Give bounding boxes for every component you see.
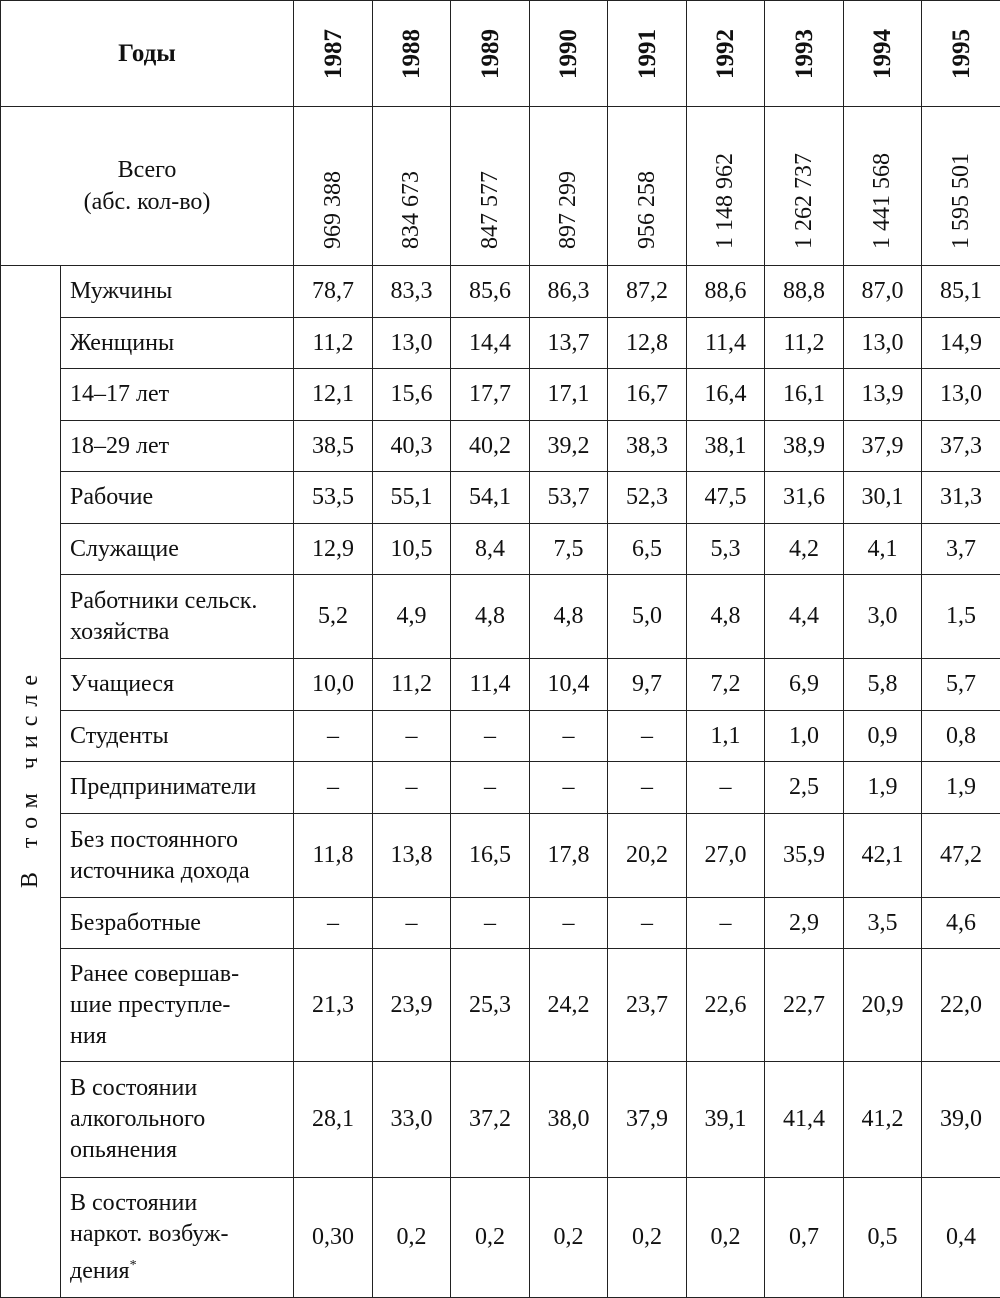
data-cell: 13,0 bbox=[922, 369, 1000, 421]
data-cell: – bbox=[530, 898, 608, 949]
data-cell: 5,0 bbox=[608, 575, 687, 659]
data-cell: – bbox=[294, 711, 373, 762]
data-cell: 42,1 bbox=[844, 814, 922, 898]
data-cell: 0,9 bbox=[844, 711, 922, 762]
data-cell: 0,2 bbox=[451, 1178, 530, 1298]
data-cell: 6,5 bbox=[608, 524, 687, 575]
year-header-cell bbox=[922, 1, 1000, 107]
data-cell: – bbox=[294, 762, 373, 814]
data-cell: 10,0 bbox=[294, 659, 373, 711]
row-label-line bbox=[70, 534, 293, 565]
data-cell: 14,9 bbox=[922, 318, 1000, 369]
row-label-text: Учащиеся bbox=[70, 671, 174, 697]
data-cell: 39,2 bbox=[530, 421, 608, 472]
data-cell: 85,6 bbox=[451, 266, 530, 318]
total-value: 969 388 bbox=[318, 171, 349, 249]
total-value: 1 595 501 bbox=[946, 153, 977, 249]
row-label-text: Мужчины bbox=[70, 278, 172, 304]
data-cell: 2,5 bbox=[765, 762, 844, 814]
data-cell: 4,8 bbox=[687, 575, 765, 659]
data-cell: 40,2 bbox=[451, 421, 530, 472]
row-label-text: В состоянии bbox=[70, 1075, 197, 1101]
table-row bbox=[1, 575, 1000, 659]
years-header-label: Годы bbox=[1, 1, 294, 107]
table-row bbox=[1, 1178, 1000, 1298]
row-label bbox=[61, 898, 294, 949]
data-cell: – bbox=[530, 762, 608, 814]
row-label-text: 18–29 лет bbox=[70, 433, 169, 459]
row-label-text: опьянения bbox=[70, 1137, 177, 1163]
data-cell: 31,3 bbox=[922, 472, 1000, 524]
data-cell: 11,8 bbox=[294, 814, 373, 898]
year-label: 1992 bbox=[710, 29, 741, 79]
data-cell: – bbox=[373, 762, 451, 814]
data-cell: 1,5 bbox=[922, 575, 1000, 659]
data-cell: 5,2 bbox=[294, 575, 373, 659]
row-label-line bbox=[70, 431, 293, 462]
year-label: 1995 bbox=[946, 29, 977, 79]
data-cell: 4,2 bbox=[765, 524, 844, 575]
row-label bbox=[61, 472, 294, 524]
data-cell: 39,0 bbox=[922, 1062, 1000, 1178]
row-label-text: ния bbox=[70, 1023, 107, 1049]
row-label-text: Рабочие bbox=[70, 484, 153, 510]
data-cell: 0,4 bbox=[922, 1178, 1000, 1298]
data-cell: 47,2 bbox=[922, 814, 1000, 898]
data-cell: 38,5 bbox=[294, 421, 373, 472]
data-cell: – bbox=[451, 711, 530, 762]
data-cell: 1,9 bbox=[922, 762, 1000, 814]
data-cell: 52,3 bbox=[608, 472, 687, 524]
data-cell: 13,0 bbox=[373, 318, 451, 369]
table-row bbox=[1, 266, 1000, 318]
data-cell: 17,8 bbox=[530, 814, 608, 898]
data-cell: 24,2 bbox=[530, 949, 608, 1062]
data-cell: – bbox=[608, 762, 687, 814]
table-row bbox=[1, 711, 1000, 762]
total-label-line2: (абс. кол-во) bbox=[1, 186, 293, 218]
data-cell: 3,5 bbox=[844, 898, 922, 949]
row-label-line bbox=[70, 586, 293, 617]
year-header-cell bbox=[373, 1, 451, 107]
data-cell: 78,7 bbox=[294, 266, 373, 318]
row-label-line bbox=[70, 825, 293, 856]
row-label bbox=[61, 1062, 294, 1178]
data-cell: 31,6 bbox=[765, 472, 844, 524]
data-cell: 0,2 bbox=[687, 1178, 765, 1298]
data-cell: 8,4 bbox=[451, 524, 530, 575]
data-cell: 4,6 bbox=[922, 898, 1000, 949]
data-cell: – bbox=[373, 898, 451, 949]
data-cell: 5,3 bbox=[687, 524, 765, 575]
data-cell: 25,3 bbox=[451, 949, 530, 1062]
data-cell: 1,1 bbox=[687, 711, 765, 762]
data-cell: 41,2 bbox=[844, 1062, 922, 1178]
data-cell: 1,0 bbox=[765, 711, 844, 762]
total-value: 847 577 bbox=[475, 171, 506, 249]
row-label-text: Студенты bbox=[70, 723, 169, 749]
data-cell: 11,2 bbox=[294, 318, 373, 369]
row-label-text: 14–17 лет bbox=[70, 381, 169, 407]
data-cell: 6,9 bbox=[765, 659, 844, 711]
data-cell: 88,8 bbox=[765, 266, 844, 318]
row-label-text: Служащие bbox=[70, 536, 179, 562]
total-value-cell bbox=[608, 107, 687, 266]
data-cell: 86,3 bbox=[530, 266, 608, 318]
row-label-line bbox=[70, 908, 293, 939]
group-label-cell bbox=[1, 266, 61, 1298]
data-cell: 28,1 bbox=[294, 1062, 373, 1178]
data-cell: 0,2 bbox=[373, 1178, 451, 1298]
total-value-cell bbox=[687, 107, 765, 266]
table-row bbox=[1, 814, 1000, 898]
data-cell: 27,0 bbox=[687, 814, 765, 898]
row-label bbox=[61, 814, 294, 898]
data-cell: 13,9 bbox=[844, 369, 922, 421]
data-cell: 17,7 bbox=[451, 369, 530, 421]
row-label-line bbox=[70, 772, 293, 803]
year-header-cell bbox=[844, 1, 922, 107]
row-label bbox=[61, 318, 294, 369]
data-cell: 0,30 bbox=[294, 1178, 373, 1298]
total-value-cell bbox=[844, 107, 922, 266]
total-value: 956 258 bbox=[632, 171, 663, 249]
data-cell: 12,8 bbox=[608, 318, 687, 369]
data-cell: 16,7 bbox=[608, 369, 687, 421]
row-label-line bbox=[70, 1073, 293, 1104]
data-cell: 38,0 bbox=[530, 1062, 608, 1178]
row-label-text: алкогольного bbox=[70, 1106, 205, 1132]
data-cell: 83,3 bbox=[373, 266, 451, 318]
data-cell: 38,9 bbox=[765, 421, 844, 472]
row-label-text: шие преступле- bbox=[70, 992, 230, 1018]
data-cell: 16,5 bbox=[451, 814, 530, 898]
table-row bbox=[1, 472, 1000, 524]
year-label: 1987 bbox=[318, 29, 349, 79]
header-row bbox=[1, 1, 1000, 107]
row-label-line bbox=[70, 1021, 293, 1052]
year-label: 1989 bbox=[475, 29, 506, 79]
total-value: 1 262 737 bbox=[789, 153, 820, 249]
total-value-cell bbox=[294, 107, 373, 266]
year-header-cell bbox=[294, 1, 373, 107]
table-row bbox=[1, 898, 1000, 949]
data-cell: 4,8 bbox=[530, 575, 608, 659]
row-label-line bbox=[70, 959, 293, 990]
row-label-line bbox=[70, 1104, 293, 1135]
data-cell: 40,3 bbox=[373, 421, 451, 472]
row-label-text: Работники сельск. bbox=[70, 588, 257, 614]
year-label: 1990 bbox=[553, 29, 584, 79]
data-cell: 7,2 bbox=[687, 659, 765, 711]
data-cell: 55,1 bbox=[373, 472, 451, 524]
year-label: 1994 bbox=[867, 29, 898, 79]
total-value-cell bbox=[922, 107, 1000, 266]
year-label: 1993 bbox=[789, 29, 820, 79]
data-cell: 47,5 bbox=[687, 472, 765, 524]
row-label-line bbox=[70, 669, 293, 700]
data-cell: 54,1 bbox=[451, 472, 530, 524]
year-header-cell bbox=[765, 1, 844, 107]
data-cell: 15,6 bbox=[373, 369, 451, 421]
data-cell: – bbox=[373, 711, 451, 762]
data-cell: 53,7 bbox=[530, 472, 608, 524]
total-value-cell bbox=[530, 107, 608, 266]
data-cell: 23,9 bbox=[373, 949, 451, 1062]
data-cell: 37,2 bbox=[451, 1062, 530, 1178]
row-label-line bbox=[70, 276, 293, 307]
table-row bbox=[1, 421, 1000, 472]
total-value: 897 299 bbox=[553, 171, 584, 249]
year-header-cell bbox=[451, 1, 530, 107]
data-cell: – bbox=[451, 898, 530, 949]
data-cell: 30,1 bbox=[844, 472, 922, 524]
table-row bbox=[1, 369, 1000, 421]
data-cell: 38,1 bbox=[687, 421, 765, 472]
row-label bbox=[61, 524, 294, 575]
row-label-line bbox=[70, 617, 293, 648]
data-cell: 9,7 bbox=[608, 659, 687, 711]
data-cell: 0,2 bbox=[608, 1178, 687, 1298]
data-cell: 39,1 bbox=[687, 1062, 765, 1178]
data-cell: – bbox=[687, 898, 765, 949]
data-cell: – bbox=[608, 898, 687, 949]
data-cell: 16,1 bbox=[765, 369, 844, 421]
year-header-cell bbox=[687, 1, 765, 107]
data-cell: 11,4 bbox=[451, 659, 530, 711]
data-cell: 0,8 bbox=[922, 711, 1000, 762]
data-cell: – bbox=[451, 762, 530, 814]
data-cell: 11,4 bbox=[687, 318, 765, 369]
data-cell: 41,4 bbox=[765, 1062, 844, 1178]
row-label-line bbox=[70, 1188, 293, 1219]
row-label-text: наркот. возбуж- bbox=[70, 1221, 229, 1247]
row-label-line bbox=[70, 990, 293, 1021]
data-cell: 21,3 bbox=[294, 949, 373, 1062]
row-label bbox=[61, 762, 294, 814]
row-label bbox=[61, 1178, 294, 1298]
year-label: 1988 bbox=[396, 29, 427, 79]
data-cell: 4,9 bbox=[373, 575, 451, 659]
row-label-line bbox=[70, 1219, 293, 1250]
data-cell: 33,0 bbox=[373, 1062, 451, 1178]
data-cell: 87,2 bbox=[608, 266, 687, 318]
data-cell: 10,4 bbox=[530, 659, 608, 711]
data-cell: 38,3 bbox=[608, 421, 687, 472]
data-cell: 13,7 bbox=[530, 318, 608, 369]
total-value: 834 673 bbox=[396, 171, 427, 249]
row-label-text: Ранее совершав- bbox=[70, 961, 239, 987]
data-cell: 1,9 bbox=[844, 762, 922, 814]
data-cell: 14,4 bbox=[451, 318, 530, 369]
data-cell: 0,2 bbox=[530, 1178, 608, 1298]
row-label-line bbox=[70, 482, 293, 513]
data-cell: 7,5 bbox=[530, 524, 608, 575]
data-cell: 5,8 bbox=[844, 659, 922, 711]
data-cell: 4,4 bbox=[765, 575, 844, 659]
total-value: 1 441 568 bbox=[867, 153, 898, 249]
table-row bbox=[1, 949, 1000, 1062]
year-header-cell bbox=[608, 1, 687, 107]
row-label bbox=[61, 421, 294, 472]
data-cell: 88,6 bbox=[687, 266, 765, 318]
data-cell: – bbox=[687, 762, 765, 814]
data-cell: 11,2 bbox=[765, 318, 844, 369]
row-label bbox=[61, 949, 294, 1062]
data-cell: 35,9 bbox=[765, 814, 844, 898]
row-label-text: хозяйства bbox=[70, 619, 169, 645]
data-cell: 87,0 bbox=[844, 266, 922, 318]
row-label-text: источника дохода bbox=[70, 858, 250, 884]
data-cell: 12,1 bbox=[294, 369, 373, 421]
row-label-text: Предприниматели bbox=[70, 774, 256, 800]
data-cell: 37,3 bbox=[922, 421, 1000, 472]
data-cell: 13,8 bbox=[373, 814, 451, 898]
data-cell: 22,6 bbox=[687, 949, 765, 1062]
data-cell: 3,7 bbox=[922, 524, 1000, 575]
data-cell: – bbox=[530, 711, 608, 762]
data-cell: 10,5 bbox=[373, 524, 451, 575]
total-value: 1 148 962 bbox=[710, 153, 741, 249]
row-label-line bbox=[70, 379, 293, 410]
data-cell: 4,1 bbox=[844, 524, 922, 575]
table-row bbox=[1, 318, 1000, 369]
table-row bbox=[1, 524, 1000, 575]
group-label: В том числе bbox=[15, 666, 46, 888]
table-row bbox=[1, 762, 1000, 814]
row-label bbox=[61, 266, 294, 318]
row-label-text: Женщины bbox=[70, 330, 174, 356]
row-label-text: В состоянии bbox=[70, 1190, 197, 1216]
row-label-line bbox=[70, 328, 293, 359]
row-label bbox=[61, 575, 294, 659]
total-label-line1: Всего bbox=[1, 154, 293, 186]
data-cell: 37,9 bbox=[608, 1062, 687, 1178]
year-label: 1991 bbox=[632, 29, 663, 79]
footnote-marker: * bbox=[130, 1258, 137, 1273]
data-cell: 13,0 bbox=[844, 318, 922, 369]
total-value-cell bbox=[373, 107, 451, 266]
data-cell: 22,7 bbox=[765, 949, 844, 1062]
data-cell: 16,4 bbox=[687, 369, 765, 421]
data-cell: 0,5 bbox=[844, 1178, 922, 1298]
table-row bbox=[1, 1062, 1000, 1178]
row-label bbox=[61, 369, 294, 421]
row-label-line bbox=[70, 721, 293, 752]
total-label bbox=[1, 107, 294, 266]
row-label bbox=[61, 711, 294, 762]
data-cell: 53,5 bbox=[294, 472, 373, 524]
row-label bbox=[61, 659, 294, 711]
row-label-line bbox=[70, 1250, 293, 1287]
data-cell: – bbox=[294, 898, 373, 949]
data-cell: 22,0 bbox=[922, 949, 1000, 1062]
data-cell: 20,2 bbox=[608, 814, 687, 898]
data-cell: 23,7 bbox=[608, 949, 687, 1062]
data-cell: 20,9 bbox=[844, 949, 922, 1062]
data-cell: – bbox=[608, 711, 687, 762]
row-label-line bbox=[70, 1135, 293, 1166]
row-label-text: Без постоянного bbox=[70, 827, 238, 853]
data-cell: 0,7 bbox=[765, 1178, 844, 1298]
data-cell: 12,9 bbox=[294, 524, 373, 575]
total-value-cell bbox=[451, 107, 530, 266]
data-cell: 4,8 bbox=[451, 575, 530, 659]
data-cell: 85,1 bbox=[922, 266, 1000, 318]
year-header-cell bbox=[530, 1, 608, 107]
data-cell: 5,7 bbox=[922, 659, 1000, 711]
total-row bbox=[1, 107, 1000, 266]
table-row bbox=[1, 659, 1000, 711]
total-value-cell bbox=[765, 107, 844, 266]
data-cell: 37,9 bbox=[844, 421, 922, 472]
data-cell: 2,9 bbox=[765, 898, 844, 949]
data-cell: 3,0 bbox=[844, 575, 922, 659]
row-label-line bbox=[70, 856, 293, 887]
row-label-text: Безработные bbox=[70, 910, 201, 936]
row-label-text: дения bbox=[70, 1258, 130, 1284]
data-cell: 11,2 bbox=[373, 659, 451, 711]
data-cell: 17,1 bbox=[530, 369, 608, 421]
